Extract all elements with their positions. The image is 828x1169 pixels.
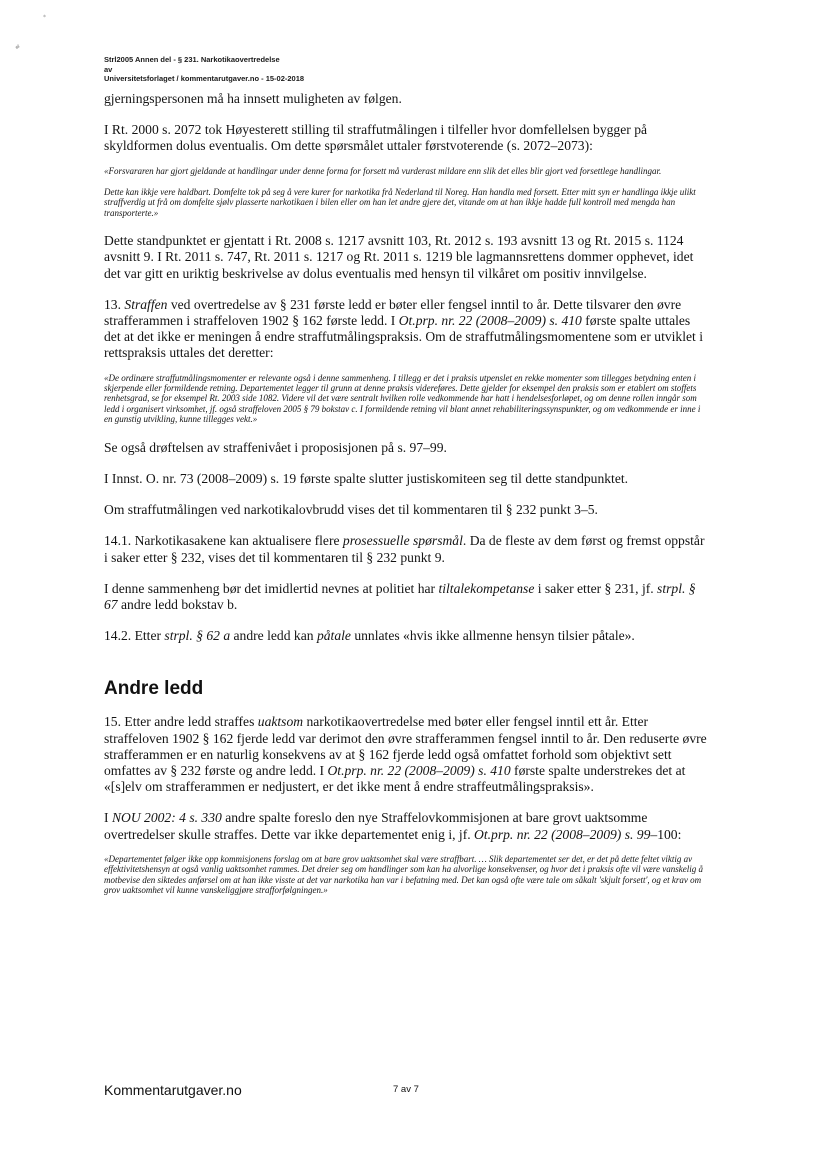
text: første spalte uttales det at det ikke er meningen å endre straffutmålingspraksis. Om de straffutmålingsmomentene som er utviklet i rettspraksis uttales det deretter: (104, 313, 703, 361)
paragraph (104, 297, 710, 362)
paragraph: Dette standpunktet er gjentatt i Rt. 2008 s. 1217 avsnitt 103, Rt. 2012 s. 193 avsnitt 13 og Rt. 2015 s. 1124 avsnitt 9. I Rt. 2011 s. 747, Rt. 2011 s. 1217 og Rt. 2011 s. 1219 ble lagmannsrettens dommer opphevet, idet det var gitt en uriktig beskrivelse av dolus eventualis med hensyn til vilkåret om positiv innvilgelse. (104, 233, 694, 281)
term: påtale (316, 628, 351, 644)
text: I denne sammenheng bør det imidlertid nevnes at politiet har (104, 580, 439, 596)
text: unnlates «hvis ikke allmenne hensyn tilsier påtale». (350, 628, 635, 644)
citation: strpl. § 62 a (164, 628, 231, 644)
term: Straffen (124, 296, 168, 312)
text: andre ledd bokstav b. (117, 596, 238, 612)
quote: «Departementet følger ikke opp kommisjonens forslag om at bare grov uaktsomhet skal være straffbart. … Slik departementet ser det, er det på dette feltet viktig av effektivitetshensyn at også vanlig uaktsomhet rammes. Det dreier seg om handlinger som kan ha alvorlige konsekvenser, og hvor det i praksis ofte vil være vanskelig å motbevise den siktedes anførsel om at han ikke visste at det var narkotika han var i befatning med. Det kan også ofte være tale om såkalt 'skjult forsett', og et krav om grov uaktsomhet vil kunne vanskeliggjøre strafforfølgningen.» (104, 853, 703, 895)
header-source: Universitetsforlaget / kommentarutgaver.no - 15-02-2018 (104, 74, 305, 83)
text: i saker etter § 231, jf. (534, 580, 658, 596)
quote: «De ordinære straffutmålingsmomenter er relevante også i denne sammenheng. I tillegg er det i praksis utpenslet en rekke momenter som tillegges betydning enten i skjerpende eller formildende retning. Departementet legger til grunn at denne praksis videreføres. Dette gjelder for eksempel den praksis som er etablert om stoffets renhetsgrad, se for eksempel Rt. 2003 side 1082. Videre vil det være sentralt hvilken rolle vedkommende har hatt i hendelsesforløpet, og om denne rollen inngår som ledd i organisert virksomhet, jf. også straffeloven 2005 § 79 bokstav c. I formildende retning vil blant annet rehabiliteringssynspunkter, og om vedkommende er inne i en gunstig utvikling, kunne tillegges vekt.» (104, 372, 701, 425)
paragraph (104, 810, 710, 842)
quote: «Forsvararen har gjort gjeldande at handlingar under denne forma for forsett må vurderast mildare enn slik det elles blir gjort ved forsettlege handlingar. (104, 165, 662, 176)
paragraph: I Innst. O. nr. 73 (2008–2009) s. 19 første spalte slutter justiskomiteen seg til dette standpunktet. (104, 470, 629, 486)
text: narkotikaovertredelse med bøter eller fengsel inntil ett år. Etter straffeloven 1902 § 162 fjerde ledd var derimot den øvre strafferammen fengsel inntil to år. Den reduserte øvre strafferammen er en naturlig konsekvens av at § 162 fjerde ledd også omfattet forhold som objektivt sett omfattes av § 232 første og andre ledd. I (104, 714, 707, 778)
scan-mark: * (43, 14, 46, 21)
quote: Dette kan ikkje vere haldbart. Domfelte tok på seg å vere kurer for narkotika frå Nederland til Noreg. Han handla med forsett. Etter mitt syn er handlinga ikkje ulikt straffverdig ut frå om domfelte sjølv plasserte narkotikaen i bilen eller om han let andre gjere det, vitande om at han ikkje hadde full kontroll med mengda han transporterte.» (104, 187, 696, 218)
document-body (104, 91, 710, 895)
term: tiltalekompetanse (438, 580, 535, 596)
text: andre spalte foreslo den nye Straffelovkommisjonen at bare grovt uaktsomme overtredelser skulle straffes. Dette var ikke departementet enig i, jf. (104, 810, 648, 842)
paragraph: Se også drøftelsen av straffenivået i proposisjonen på s. 97–99. (104, 439, 447, 455)
term: uaktsom (257, 714, 304, 730)
paragraph: Om straffutmålingen ved narkotikalovbrudd vises det til kommentaren til § 232 punkt 3–5. (104, 502, 598, 518)
citation: Ot.prp. nr. 22 (2008–2009) s. 99 (474, 826, 651, 842)
page-number: 7 av 7 (393, 1084, 419, 1095)
paragraph (104, 581, 710, 613)
citation: Ot.prp. nr. 22 (2008–2009) s. 410 (327, 762, 511, 778)
text: 15. Etter andre ledd straffes (104, 714, 258, 730)
paragraph: gjerningspersonen må ha innsett muligheten av følgen. (104, 91, 402, 106)
text: 14.2. Etter (104, 628, 165, 644)
footer-site: Kommentarutgaver.no (104, 1082, 242, 1098)
text: 14.1. Narkotikasakene kan aktualisere flere (104, 533, 343, 549)
text: I (104, 810, 112, 826)
text: 13. (104, 296, 125, 312)
paragraph (104, 714, 710, 795)
text: andre ledd kan (230, 628, 317, 644)
text: første spalte understrekes det at «[s]elv om strafferammen er nedjustert, er det ikke ment å endre straffeutmålingspraksis». (104, 762, 686, 795)
citation: strpl. § 67 (104, 580, 696, 612)
citation: NOU 2002: 4 s. 330 (111, 810, 222, 826)
text: . Da de fleste av dem først og fremst oppstår i saker etter § 232, vises det til kommentaren til § 232 punkt 9. (104, 533, 705, 565)
section-heading: Andre ledd (104, 678, 204, 700)
text: ved overtredelse av § 231 første ledd er bøter eller fengsel inntil to år. Dette tilsvarer den øvre strafferammen i straffeloven 1902 § 162 første ledd. I (104, 296, 682, 329)
term: prosessuelle spørsmål (342, 533, 463, 549)
scan-mark: # (15, 44, 21, 51)
header-title: Strl2005 Annen del - § 231. Narkotikaovertredelse (104, 55, 280, 64)
paragraph: I Rt. 2000 s. 2072 tok Høyesterett stilling til straffutmålingen i tilfeller hvor domfellelsen bygger på skyldformen dolus eventualis. Om dette spørsmålet uttaler førstvoterende (s. 2072–2073): (104, 122, 648, 154)
paragraph (104, 628, 710, 644)
text: –100: (650, 826, 682, 842)
paragraph (104, 533, 710, 565)
page-header (104, 55, 304, 84)
header-by: av (104, 64, 113, 74)
citation: Ot.prp. nr. 22 (2008–2009) s. 410 (398, 313, 582, 329)
